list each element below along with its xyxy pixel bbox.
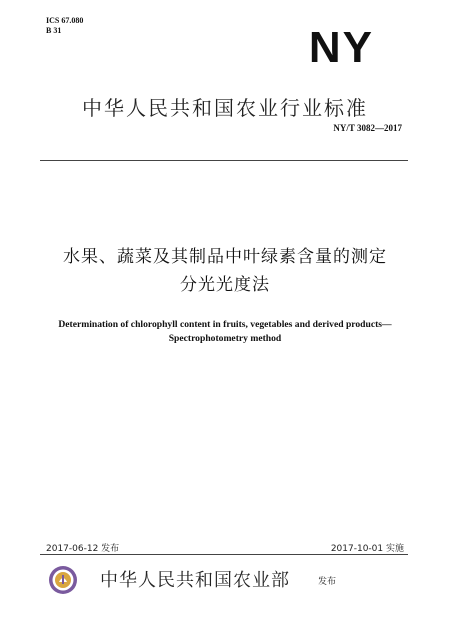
ny-logo: NY — [308, 23, 374, 72]
issuer-action: 发布 — [318, 577, 337, 587]
issue-date: 2017-06-12 发布 — [46, 544, 120, 554]
ics-code: ICS 67.080 — [46, 16, 84, 25]
header-divider — [40, 160, 408, 161]
cn-title-line1: 水果、蔬菜及其制品中叶绿素含量的测定 — [63, 247, 387, 267]
ministry-seal-icon — [48, 565, 78, 595]
en-title-line1: Determination of chlorophyll content in fruits, vegetables and derived products— — [58, 319, 392, 330]
standard-number: NY/T 3082—2017 — [333, 123, 402, 133]
standard-category-title: 中华人民共和国农业行业标准 — [82, 96, 368, 120]
footer-divider — [40, 554, 408, 555]
classification-codes — [46, 16, 83, 36]
issuer-name: 中华人民共和国农业部 — [100, 570, 290, 591]
cn-title-line2: 分光光度法 — [180, 275, 270, 295]
en-title-line2: Spectrophotometry method — [168, 333, 282, 344]
ccs-code: B 31 — [46, 26, 62, 35]
implement-date: 2017-10-01 实施 — [330, 544, 404, 554]
